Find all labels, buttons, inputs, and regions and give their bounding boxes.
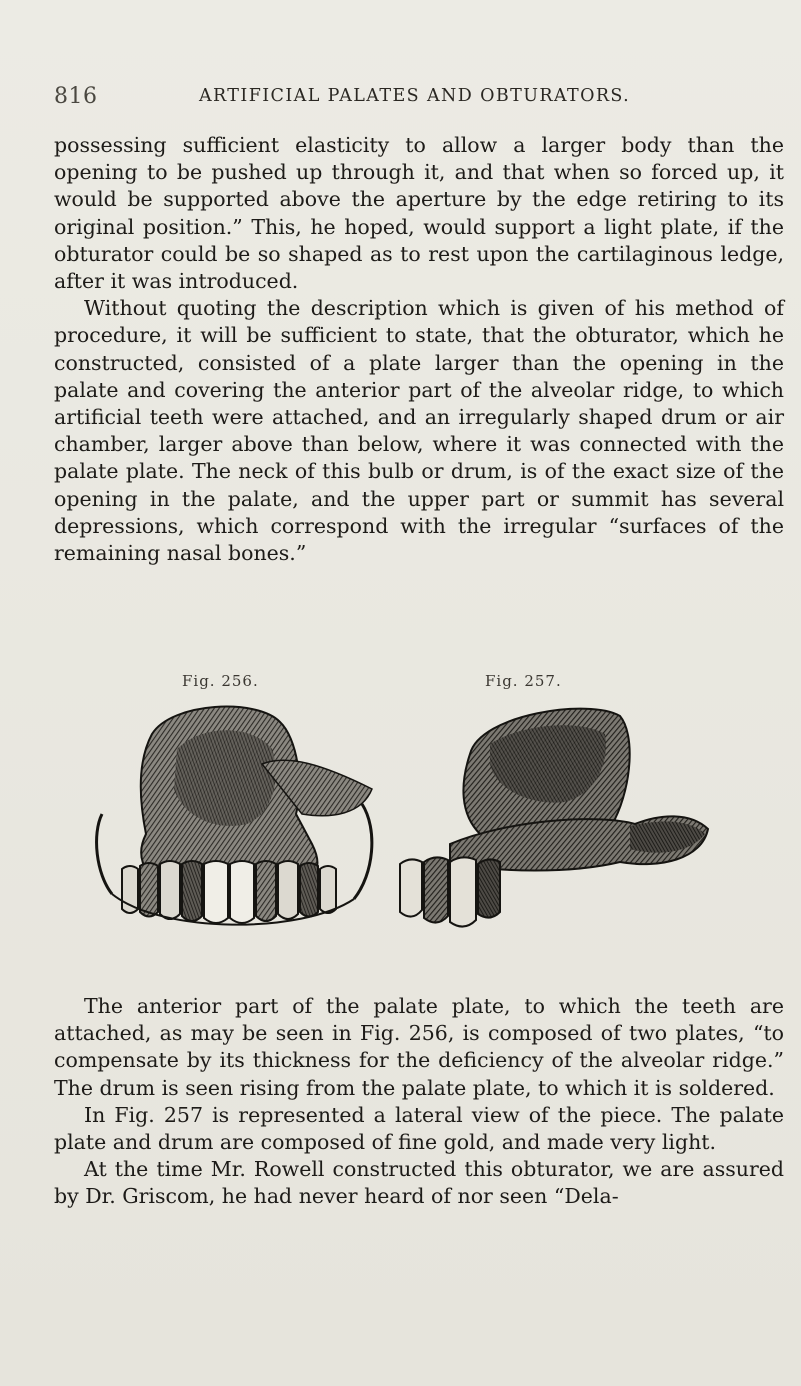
page-number: 816 bbox=[54, 84, 98, 109]
figure-257 bbox=[390, 672, 720, 962]
obturator-front-illustration bbox=[82, 694, 382, 954]
running-head: ARTIFICIAL PALATES AND OBTURATORS. bbox=[199, 86, 631, 106]
page-header bbox=[54, 84, 754, 114]
paragraph: In Fig. 257 is represented a lateral view of the piece. The palate plate and drum are composed of fine gold, and made very light. bbox=[54, 1102, 784, 1155]
body-text-top bbox=[54, 132, 784, 567]
figure-caption: Fig. 256. bbox=[182, 672, 259, 690]
obturator-lateral-illustration bbox=[390, 694, 720, 954]
paragraph: Without quoting the description which is given of his method of procedure, it will be sufficient to state, that the obturator, which he constructed, consisted of a plate larger than the opening in the palate and covering the anterior part of the alveolar ridge, to which artificial teeth were attached, and an irregularly shaped drum or air chamber, larger above than below, where it was connected with the palate plate. The neck of this bulb or drum, is of the exact size of the opening in the palate, and the upper part or summit has several depressions, which correspond with the irregular “surfaces of the remaining nasal bones.” bbox=[54, 296, 784, 566]
paragraph: At the time Mr. Rowell constructed this obturator, we are assured by Dr. Griscom, he had never heard of nor seen “Dela- bbox=[54, 1157, 784, 1209]
body-text-bottom bbox=[54, 993, 784, 1211]
figure-256 bbox=[82, 672, 382, 962]
paragraph: The anterior part of the palate plate, to which the teeth are attached, as may be seen in Fig. 256, is composed of two plates, “to compensate by its thickness for the deficiency of the alveolar ridge.” The drum is seen rising from the palate plate, to which it is soldered. bbox=[54, 994, 784, 1100]
figure-caption: Fig. 257. bbox=[485, 672, 562, 690]
paragraph: possessing sufficient elasticity to allow a larger body than the opening to be pushed up through it, and that when so forced up, it would be supported above the aperture by the edge retiring to its original position.” This, he hoped, would support a light plate, if the obturator could be so shaped as to rest upon the cartilaginous ledge, after it was introduced. bbox=[54, 133, 784, 294]
